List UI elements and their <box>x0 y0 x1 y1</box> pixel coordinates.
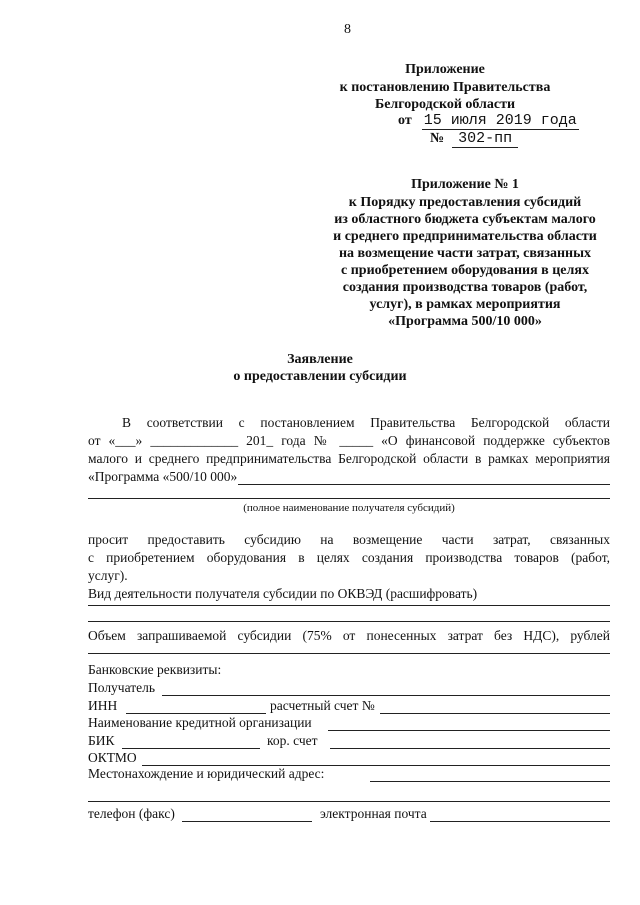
recipient-label: Получатель <box>88 680 156 695</box>
para1-line3: малого и среднего предпринимательства Белгородской области в рамках мероприятия <box>88 451 610 466</box>
appendix-line: на возмещение части затрат, связанных <box>338 246 592 261</box>
appendix-line: услуг), в рамках мероприятия <box>369 297 561 312</box>
header-date <box>398 111 579 129</box>
credit-org-label: Наименование кредитной организации <box>88 715 312 730</box>
appendix-line: создания производства товаров (работ, <box>342 280 588 295</box>
bank-heading: Банковские реквизиты: <box>88 662 222 677</box>
address-label: Местонахождение и юридический адрес: <box>88 766 325 781</box>
appendix-line: с приобретением оборудования в целях <box>341 263 589 278</box>
inn-field-line[interactable] <box>126 713 266 714</box>
statement-subtitle: о предоставлении субсидии <box>233 369 407 384</box>
oktmo-label: ОКТМО <box>88 750 137 765</box>
okved-label: Вид деятельности получателя субсидии по ОКВЭД (расшифровать) <box>88 586 478 601</box>
bik-label: БИК <box>88 733 115 748</box>
header-title: Приложение <box>405 62 485 77</box>
amount-label: Объем запрашиваемой субсидии (75% от понесенных затрат без НДС), рублей <box>88 628 610 643</box>
email-field-line[interactable] <box>430 821 610 822</box>
phone-field-line[interactable] <box>182 821 312 822</box>
date-value: 15 июля 2019 года <box>423 112 577 129</box>
appendix-line: к Порядку предоставления субсидий <box>348 195 582 210</box>
okved-line-1[interactable] <box>88 605 610 606</box>
number-value: 302-пп <box>452 130 518 148</box>
para1-line4: «Программа «500/10 000» <box>88 469 238 484</box>
number-prefix: № <box>430 131 445 146</box>
page-number: 8 <box>344 22 351 37</box>
appendix-line: из областного бюджета субъектам малого <box>334 212 596 227</box>
statement-title: Заявление <box>287 352 353 367</box>
header-number <box>430 129 518 147</box>
para2-line2: с приобретением оборудования в целях создания производства товаров (работ, <box>88 550 610 565</box>
email-label: электронная почта <box>320 806 427 821</box>
para1-line2: от «___» _____________ 201_ года № _____ «О финансовой поддержке субъектов <box>88 433 610 448</box>
bik-field-line[interactable] <box>122 748 260 749</box>
appendix-line: и среднего предпринимательства области <box>333 229 597 244</box>
recipient-name-line[interactable] <box>88 498 610 499</box>
appendix-title: Приложение № 1 <box>411 177 519 192</box>
account-label: расчетный счет № <box>270 698 375 713</box>
recipient-field-line[interactable] <box>162 695 610 696</box>
phone-label: телефон (факс) <box>88 806 175 821</box>
address-field-line[interactable] <box>370 781 610 782</box>
para1-line1: В соответствии с постановлением Правительства Белгородской области <box>122 415 610 430</box>
header-region: Белгородской области <box>374 97 516 112</box>
corr-account-label: кор. счет <box>267 733 318 748</box>
amount-line[interactable] <box>88 653 610 654</box>
header-decree: к постановлению Правительства <box>339 80 551 95</box>
address-line-2[interactable] <box>88 801 610 802</box>
para2-line1: просит предоставить субсидию на возмещение части затрат, связанных <box>88 532 610 547</box>
program-fill-line[interactable] <box>238 484 610 485</box>
recipient-caption: (полное наименование получателя субсидий) <box>243 502 455 514</box>
para2-line3: услуг). <box>88 568 128 583</box>
account-field-line[interactable] <box>380 713 610 714</box>
inn-label: ИНН <box>88 698 118 713</box>
corr-account-field-line[interactable] <box>330 748 610 749</box>
okved-line-2[interactable] <box>88 621 610 622</box>
credit-org-field-line[interactable] <box>328 730 610 731</box>
appendix-line: «Программа 500/10 000» <box>388 314 542 329</box>
date-prefix: от <box>398 113 412 128</box>
